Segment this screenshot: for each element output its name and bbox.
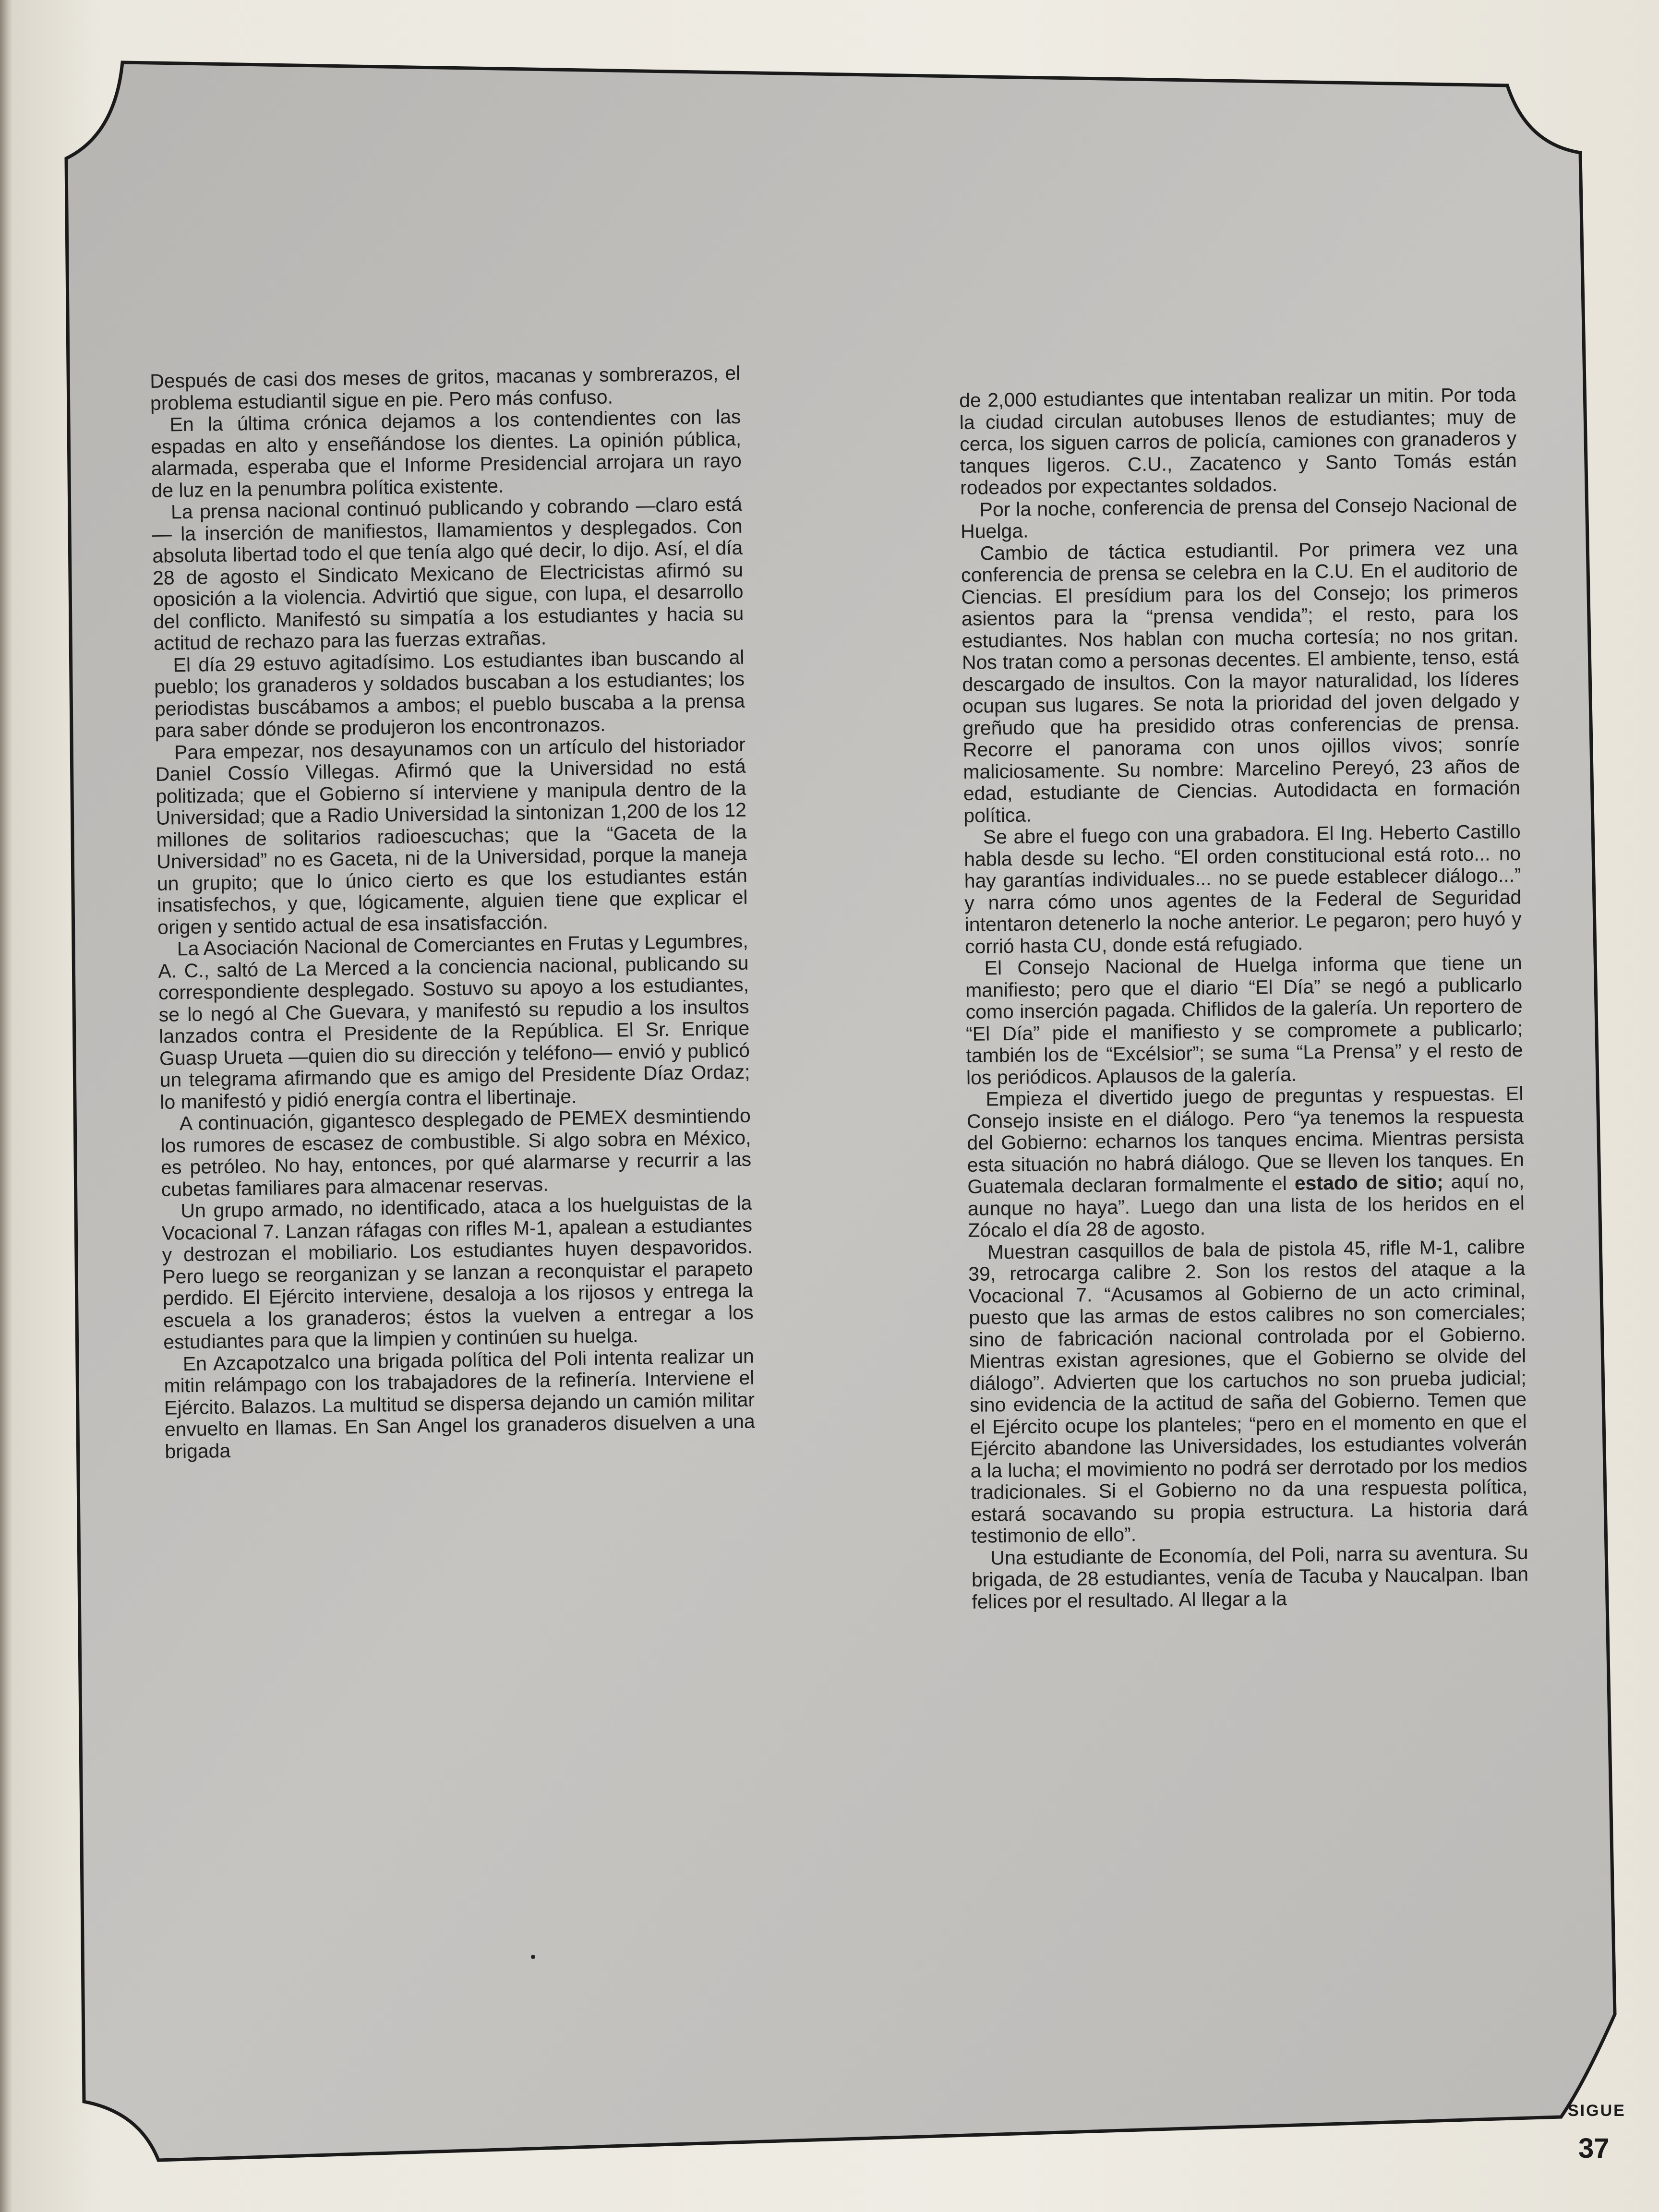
paragraph: Una estudiante de Economía, del Poli, narra su aventura. Su brigada, de 28 estudiantes, venía de Tacuba y Naucalpan. Iban felices por el resultado. Al llegar a la <box>971 1541 1529 1613</box>
paragraph: Un grupo armado, no identificado, ataca a los huelguistas de la Vocacional 7. Lanzan ráfagas con rifles M-1, apalean a estudiantes y destrozan el mobiliario. Los estudiantes huyen despavoridos. Pero luego se reorganizan y se lanzan a reconquistar el parapeto perdido. El Ejército interviene, desaloja a los rijosos y entrega la escuela a los granaderos; éstos la vuelven a entregar a los estudiantes para que la limpien y continúen su huelga. <box>161 1191 754 1353</box>
paragraph: El día 29 estuvo agitadísimo. Los estudiantes iban buscando al pueblo; los granaderos y soldados buscaban a los estudiantes; los periodistas buscábamos a ambos; el pueblo buscaba a la prensa para saber dónde se produjeron los encontronazos. <box>154 646 745 742</box>
paragraph: Cambio de táctica estudiantil. Por primera vez una conferencia de prensa se celebra en la C.U. En el auditorio de Ciencias. El presídium para los del Consejo; los primeros asientos para la “prensa vendida”; el resto, para los estudiantes. Nos hablan con mucha cortesía; no nos gritan. Nos tratan como a personas decentes. El ambiente, tenso, está descargado de insultos. Con la mayor naturalidad, los líderes ocupan sus lugares. Se nota la prioridad del joven delgado y greñudo que ha presidido otras conferencias de prensa. Recorre el panorama con unos ojillos vivos; sonríe maliciosamente. Su nombre: Marcelino Pereyó, 23 años de edad, estudiante de Ciencias. Autodidacta en formación política. <box>961 536 1520 827</box>
paragraph: Se abre el fuego con una grabadora. El Ing. Heberto Castillo habla desde su lecho. “El orden constitucional está roto... no hay garantías individuales... no se puede establecer diálogo...” y narra cómo unos agentes de la Federal de Seguridad intentaron detenerlo la noche anterior. Le pegaron; pero huyó y corrió hasta CU, donde está refugiado. <box>963 820 1522 958</box>
paragraph: La Asociación Nacional de Comerciantes en Frutas y Legumbres, A. C., saltó de La Merced a la conciencia nacional, publicando su correspondiente desplegado. Sostuvo su apoyo a los estudiantes, se lo negó al Che Guevara, y manifestó su repudio a los insultos lanzados contra el Presidente de la República. El Sr. Enrique Guasp Urueta —quien dio su dirección y teléfono— envió y publicó un telegrama afirmando que es amigo del Presidente Díaz Ordaz; lo manifestó y pidió energía contra el libertinaje. <box>158 929 750 1113</box>
paragraph: Para empezar, nos desayunamos con un artículo del historiador Daniel Cossío Villegas. Afirmó que la Universidad no está politizada; que el Gobierno sí interviene y manipula dentro de la Universidad; que a Radio Universidad la sintonizan 1,200 de los 12 millones de solitarios radioescuchas; que la “Gaceta de la Universidad” no es Gaceta, ni de la Universidad, porque la maneja un grupito; que lo único cierto es que los estudiantes están insatisfechos, y que, lógicamente, alguien tiene que explicar el origen y sentido actual de esa insatisfacción. <box>155 733 748 938</box>
continued-label: SIGUE <box>1568 2102 1626 2120</box>
page-number: 37 <box>1578 2133 1610 2164</box>
bold-phrase: estado de sitio; <box>1294 1170 1443 1194</box>
paragraph-lead: Empieza el divertido juego de preguntas y respuestas. El Consejo insiste en el diálogo. Pero “ya tenemos la respuesta del Gobierno: echarnos los tanques encima. Mientras persista esta situación no habrá diálogo. Que se lleven los tanques. En Guatemala declaran formalmente el <box>966 1082 1525 1198</box>
paragraph: En Azcapotzalco una brigada política del Poli intenta realizar un mitin relámpago con los trabajadores de la refinería. Interviene el Ejército. Balazos. La multitud se dispersa dejando un camión militar envuelto en llamas. En San Angel los granaderos disuelven a una brigada <box>164 1345 756 1463</box>
paragraph: A continuación, gigantesco desplegado de PEMEX desmintiendo los rumores de escasez de combustible. Si algo sobra en México, es petróleo. No hay, entonces, por qué alarmarse y recurrir a las cubetas familiares para almacenar reservas. <box>160 1104 752 1201</box>
paragraph: de 2,000 estudiantes que intentaban realizar un mitin. Por toda la ciudad circulan autobuses llenos de estudiantes; muy de cerca, los siguen carros de policía, camiones con granaderos y tanques ligeros. C.U., Zacatenco y Santo Tomás están rodeados por expectantes soldados. <box>959 383 1517 499</box>
paragraph: En la última crónica dejamos a los contendientes con las espadas en alto y enseñándose los dientes. La opinión pública, alarmada, esperaba que el Informe Presidencial arrojara un rayo de luz en la penumbra política existente. <box>150 405 742 502</box>
article-column-right <box>959 384 1529 1613</box>
paragraph: La prensa nacional continuó publicando y cobrando —claro está— la inserción de manifiestos, llamamientos y desplegados. Con absoluta libertad todo el que tenía algo qué decir, lo dijo. Así, el día 28 de agosto el Sindicato Mexicano de Electricistas afirmó su oposición a la violencia. Advirtió que sigue, con lupa, el desarrollo del conflicto. Manifestó su simpatía a los estudiantes y hacia su actitud de rechazo para las fuerzas extrañas. <box>152 493 744 654</box>
paragraph: Muestran casquillos de bala de pistola 45, rifle M-1, calibre 39, retrocarga calibre 2. Son los restos del ataque a la Vocacional 7. “Acusamos al Gobierno de un acto criminal, puesto que las armas de estos calibres no son comerciales; sino de fabricación nacional controlada por el Gobierno. Mientras existan agresiones, que el Gobierno se olvide del diálogo”. Advierten que los cartuchos no son prueba judicial; sino evidencia de la actitud de saña del Gobierno. Temen que el Ejército ocupe los planteles; “pero en el momento en que el Ejército abandone las Universidades, los estudiantes volverán a la lucha; el movimiento no podrá ser derrotado por los medios tradicionales. Si el Gobierno no da una respuesta política, estará socavando su propia estructura. La historia dará testimonio de ello”. <box>968 1235 1528 1547</box>
paragraph-tail: aquí no, aunque no haya”. Luego dan una lista de los heridos en el Zócalo el día 28 de agosto. <box>967 1169 1525 1241</box>
paragraph: El Consejo Nacional de Huelga informa que tiene un manifiesto; pero que el diario “El Día” se negó a publicarlo como inserción pagada. Chiflidos de la galería. Un reportero de “El Día” pide el manifiesto y se compromete a publicarlo; también los de “Excélsior”; se suma “La Prensa” y el resto de los periódicos. Aplausos de la galería. <box>965 951 1523 1089</box>
article-column-left <box>150 362 756 1463</box>
paragraph: Después de casi dos meses de gritos, macanas y sombrerazos, el problema estudiantil sigue en pie. Pero más confuso. <box>149 361 741 414</box>
print-speck <box>531 1955 535 1959</box>
paragraph-with-bold <box>966 1083 1525 1242</box>
paragraph: Por la noche, conferencia de prensa del Consejo Nacional de Huelga. <box>960 493 1517 542</box>
